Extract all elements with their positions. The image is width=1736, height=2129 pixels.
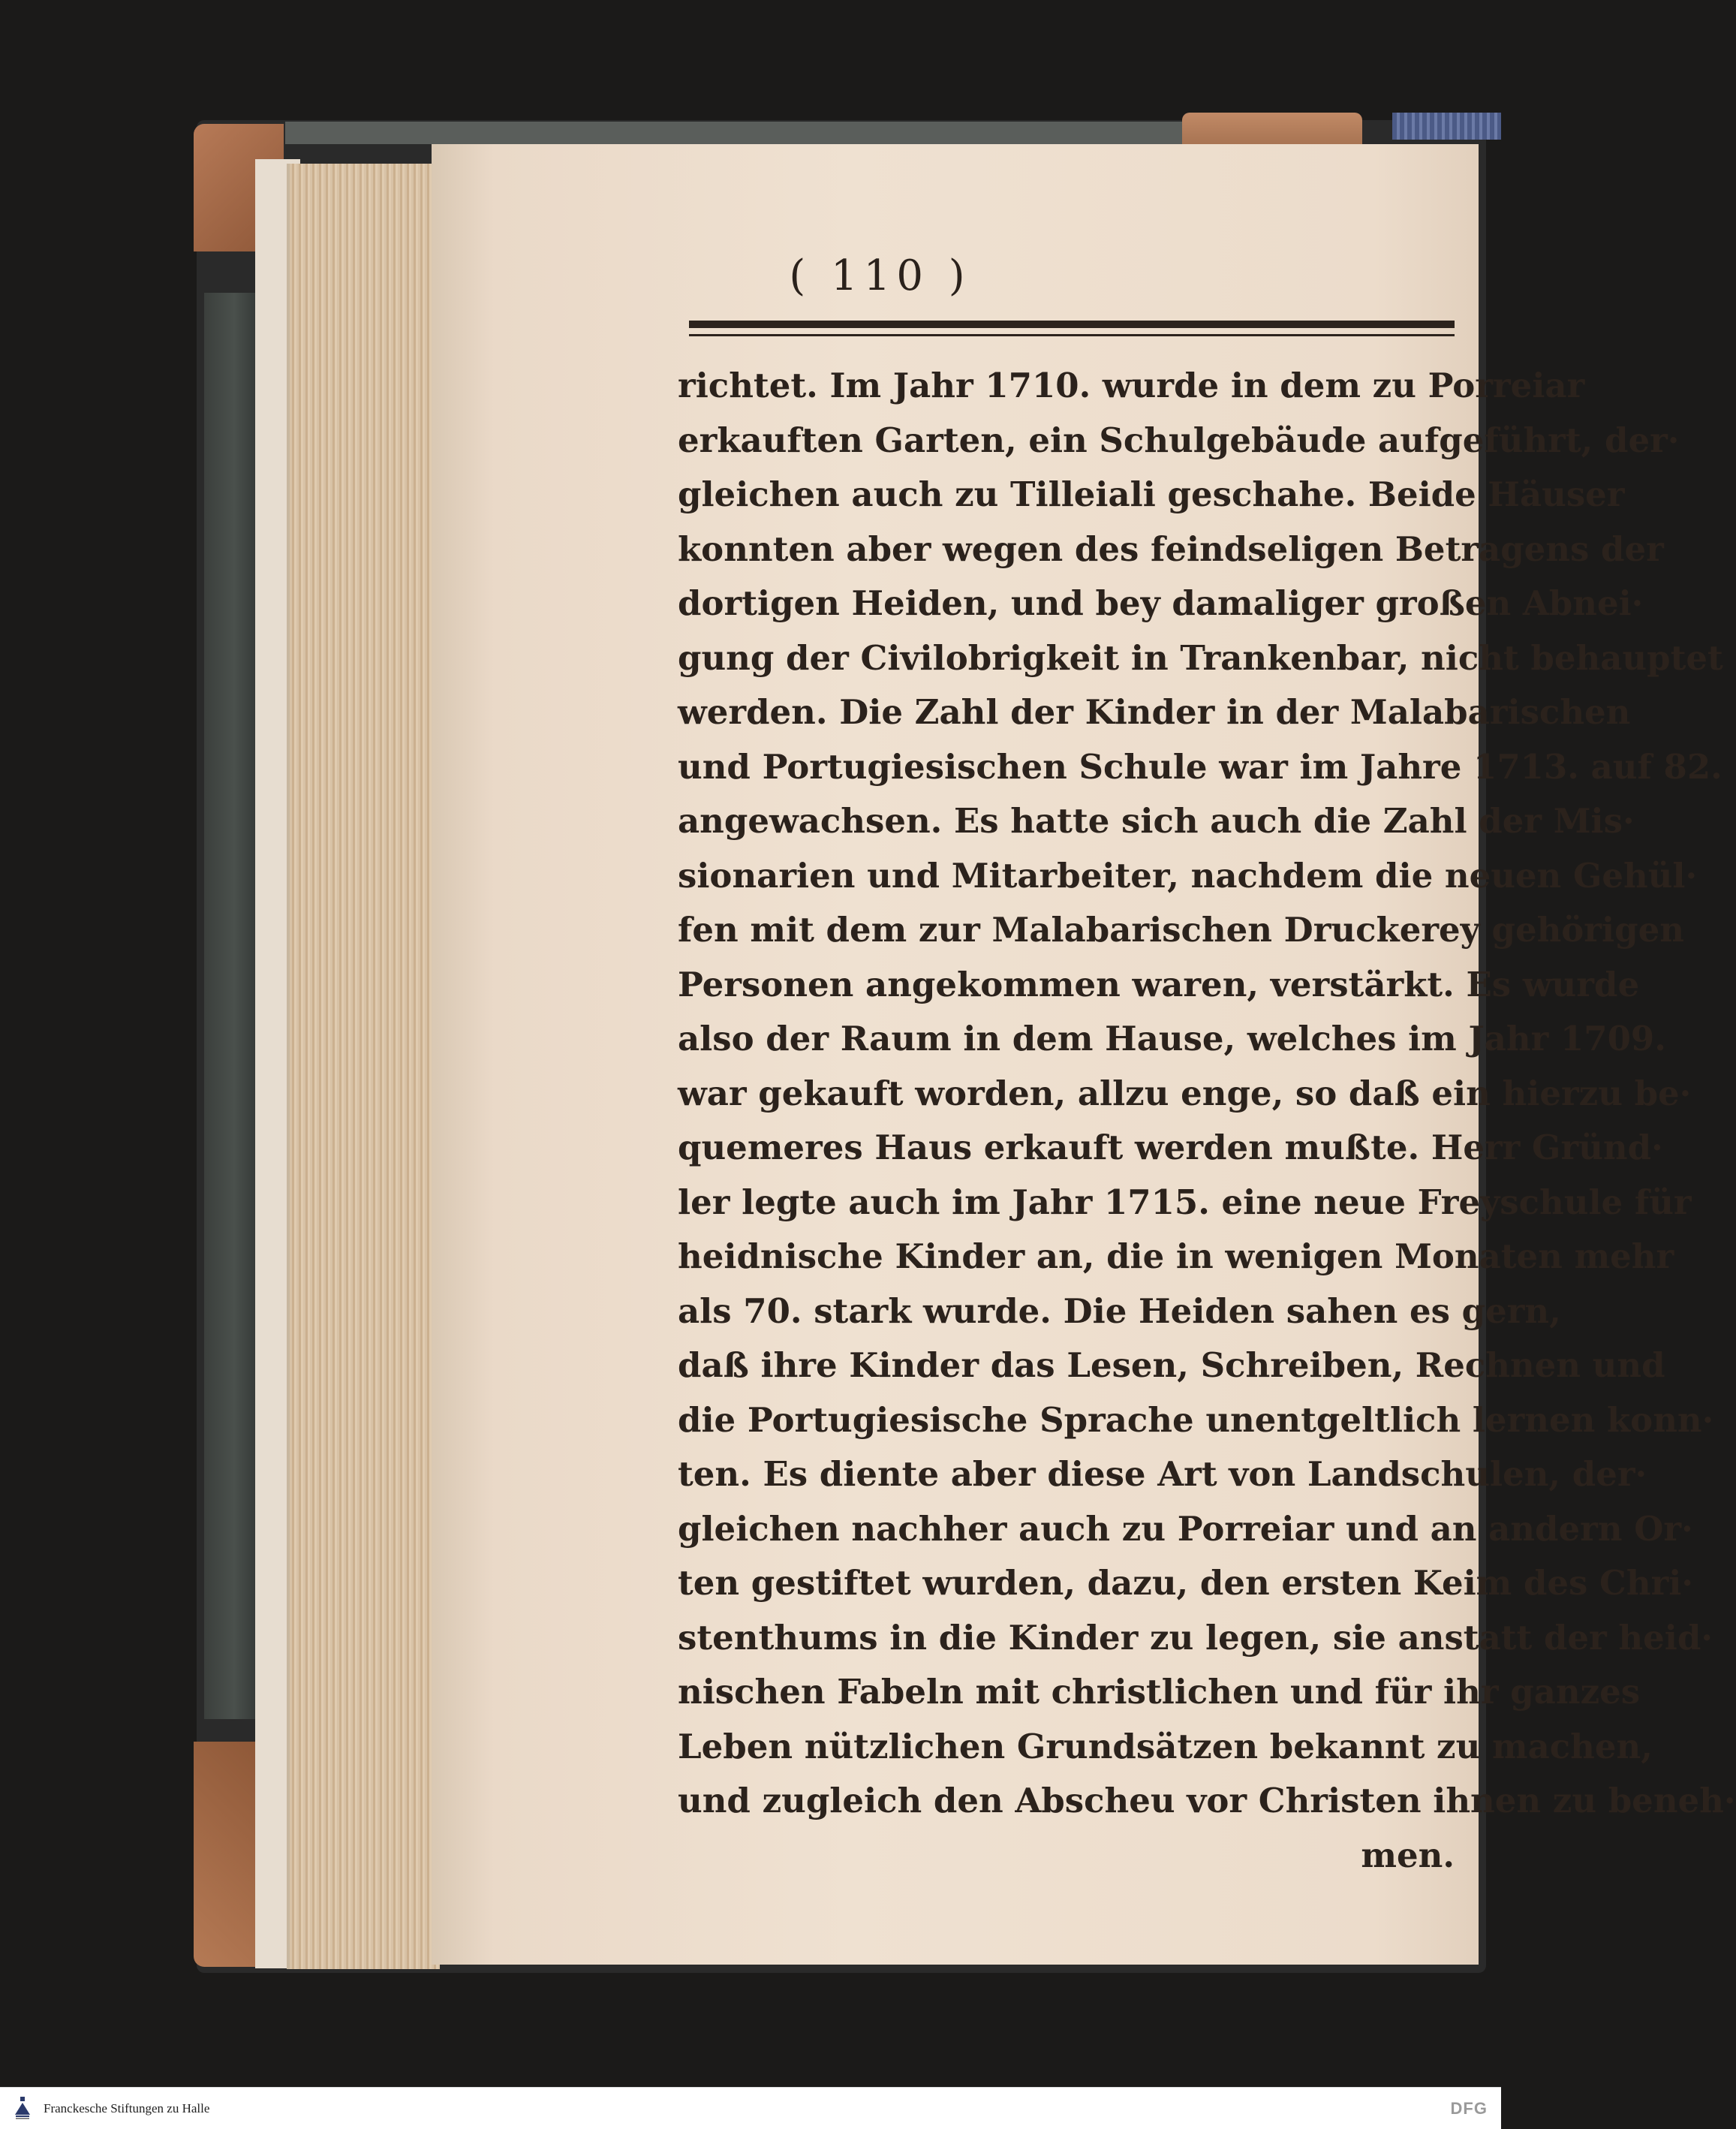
header-rule-thin: [689, 334, 1455, 336]
text-line: werden. Die Zahl der Kinder in der Malabarischen: [678, 692, 1631, 732]
text-line: angewachsen. Es hatte sich auch die Zahl der Mis·: [678, 801, 1635, 841]
text-line: ten gestiftet wurden, dazu, den ersten Keim des Chri·: [678, 1563, 1694, 1603]
page-number: [0, 251, 1501, 300]
marbled-edge: [1392, 113, 1501, 140]
text-line: und zugleich den Abscheu vor Christen ihnen zu beneh·: [678, 1781, 1736, 1820]
text-line: war gekauft worden, allzu enge, so daß ein hierzu be·: [678, 1073, 1692, 1113]
institution-name[interactable]: Franckesche Stiftungen zu Halle: [44, 2101, 210, 2115]
page-stack-edge: [287, 164, 440, 1969]
text-line: als 70. stark wurde. Die Heiden sahen es gern,: [678, 1290, 1561, 1331]
text-line: Leben nützlichen Grundsätzen bekannt zu machen,: [678, 1726, 1653, 1766]
page-number-label: ( 110 ): [789, 251, 971, 300]
text-line: fen mit dem zur Malabarischen Druckerey gehörigen: [678, 910, 1684, 950]
text-line: nischen Fabeln mit christlichen und für ihr ganzes: [678, 1672, 1641, 1712]
header-rule-thick: [689, 321, 1455, 328]
text-line: quemeres Haus erkauft werden mußte. Herr Gründ·: [678, 1128, 1663, 1167]
text-line: richtet. Im Jahr 1710. wurde in dem zu Porreiar: [678, 366, 1585, 405]
text-line: dortigen Heiden, und bey damaliger großen Abnei·: [678, 583, 1644, 623]
text-line: erkauften Garten, ein Schulgebäude aufgeführt, der·: [678, 420, 1680, 460]
text-line: gung der Civilobrigkeit in Trankenbar, nicht behauptet: [678, 637, 1723, 678]
text-line: also der Raum in dem Hause, welches im Jahr 1709.: [678, 1019, 1666, 1058]
cover-top-edge: [285, 122, 1186, 144]
text-line: ler legte auch im Jahr 1715. eine neue Freyschule für: [678, 1182, 1692, 1222]
text-line: heidnische Kinder an, die in wenigen Monaten mehr: [678, 1236, 1674, 1276]
dfg-logo[interactable]: DFG: [1450, 2099, 1488, 2118]
text-line: ten. Es diente aber diese Art von Landschulen, der·: [678, 1454, 1647, 1494]
franckesche-stiftungen-logo-icon[interactable]: [12, 2094, 33, 2121]
text-line: stenthums in die Kinder zu legen, sie anstatt der heid·: [678, 1617, 1713, 1658]
text-line: Personen angekommen waren, verstärkt. Es wurde: [678, 964, 1640, 1004]
page-text: [678, 359, 1736, 1883]
text-line: gleichen nachher auch zu Porreiar und an andern Or·: [678, 1508, 1693, 1549]
text-line: konnten aber wegen des feindseligen Betragens der: [678, 528, 1664, 569]
text-line: daß ihre Kinder das Lesen, Schreiben, Rechnen und: [678, 1345, 1665, 1385]
text-line: und Portugiesischen Schule war im Jahre 1713. auf 82.: [678, 746, 1722, 787]
text-line: gleichen auch zu Tilleiali geschahe. Beide Häuser: [678, 474, 1625, 514]
text-line-catchword: men.: [1361, 1835, 1455, 1875]
text-line: sionarien und Mitarbeiter, nachdem die neuen Gehül·: [678, 855, 1698, 896]
viewer-footer: [0, 2087, 1501, 2129]
text-line: die Portugiesische Sprache unentgeltlich lernen konn·: [678, 1399, 1714, 1440]
